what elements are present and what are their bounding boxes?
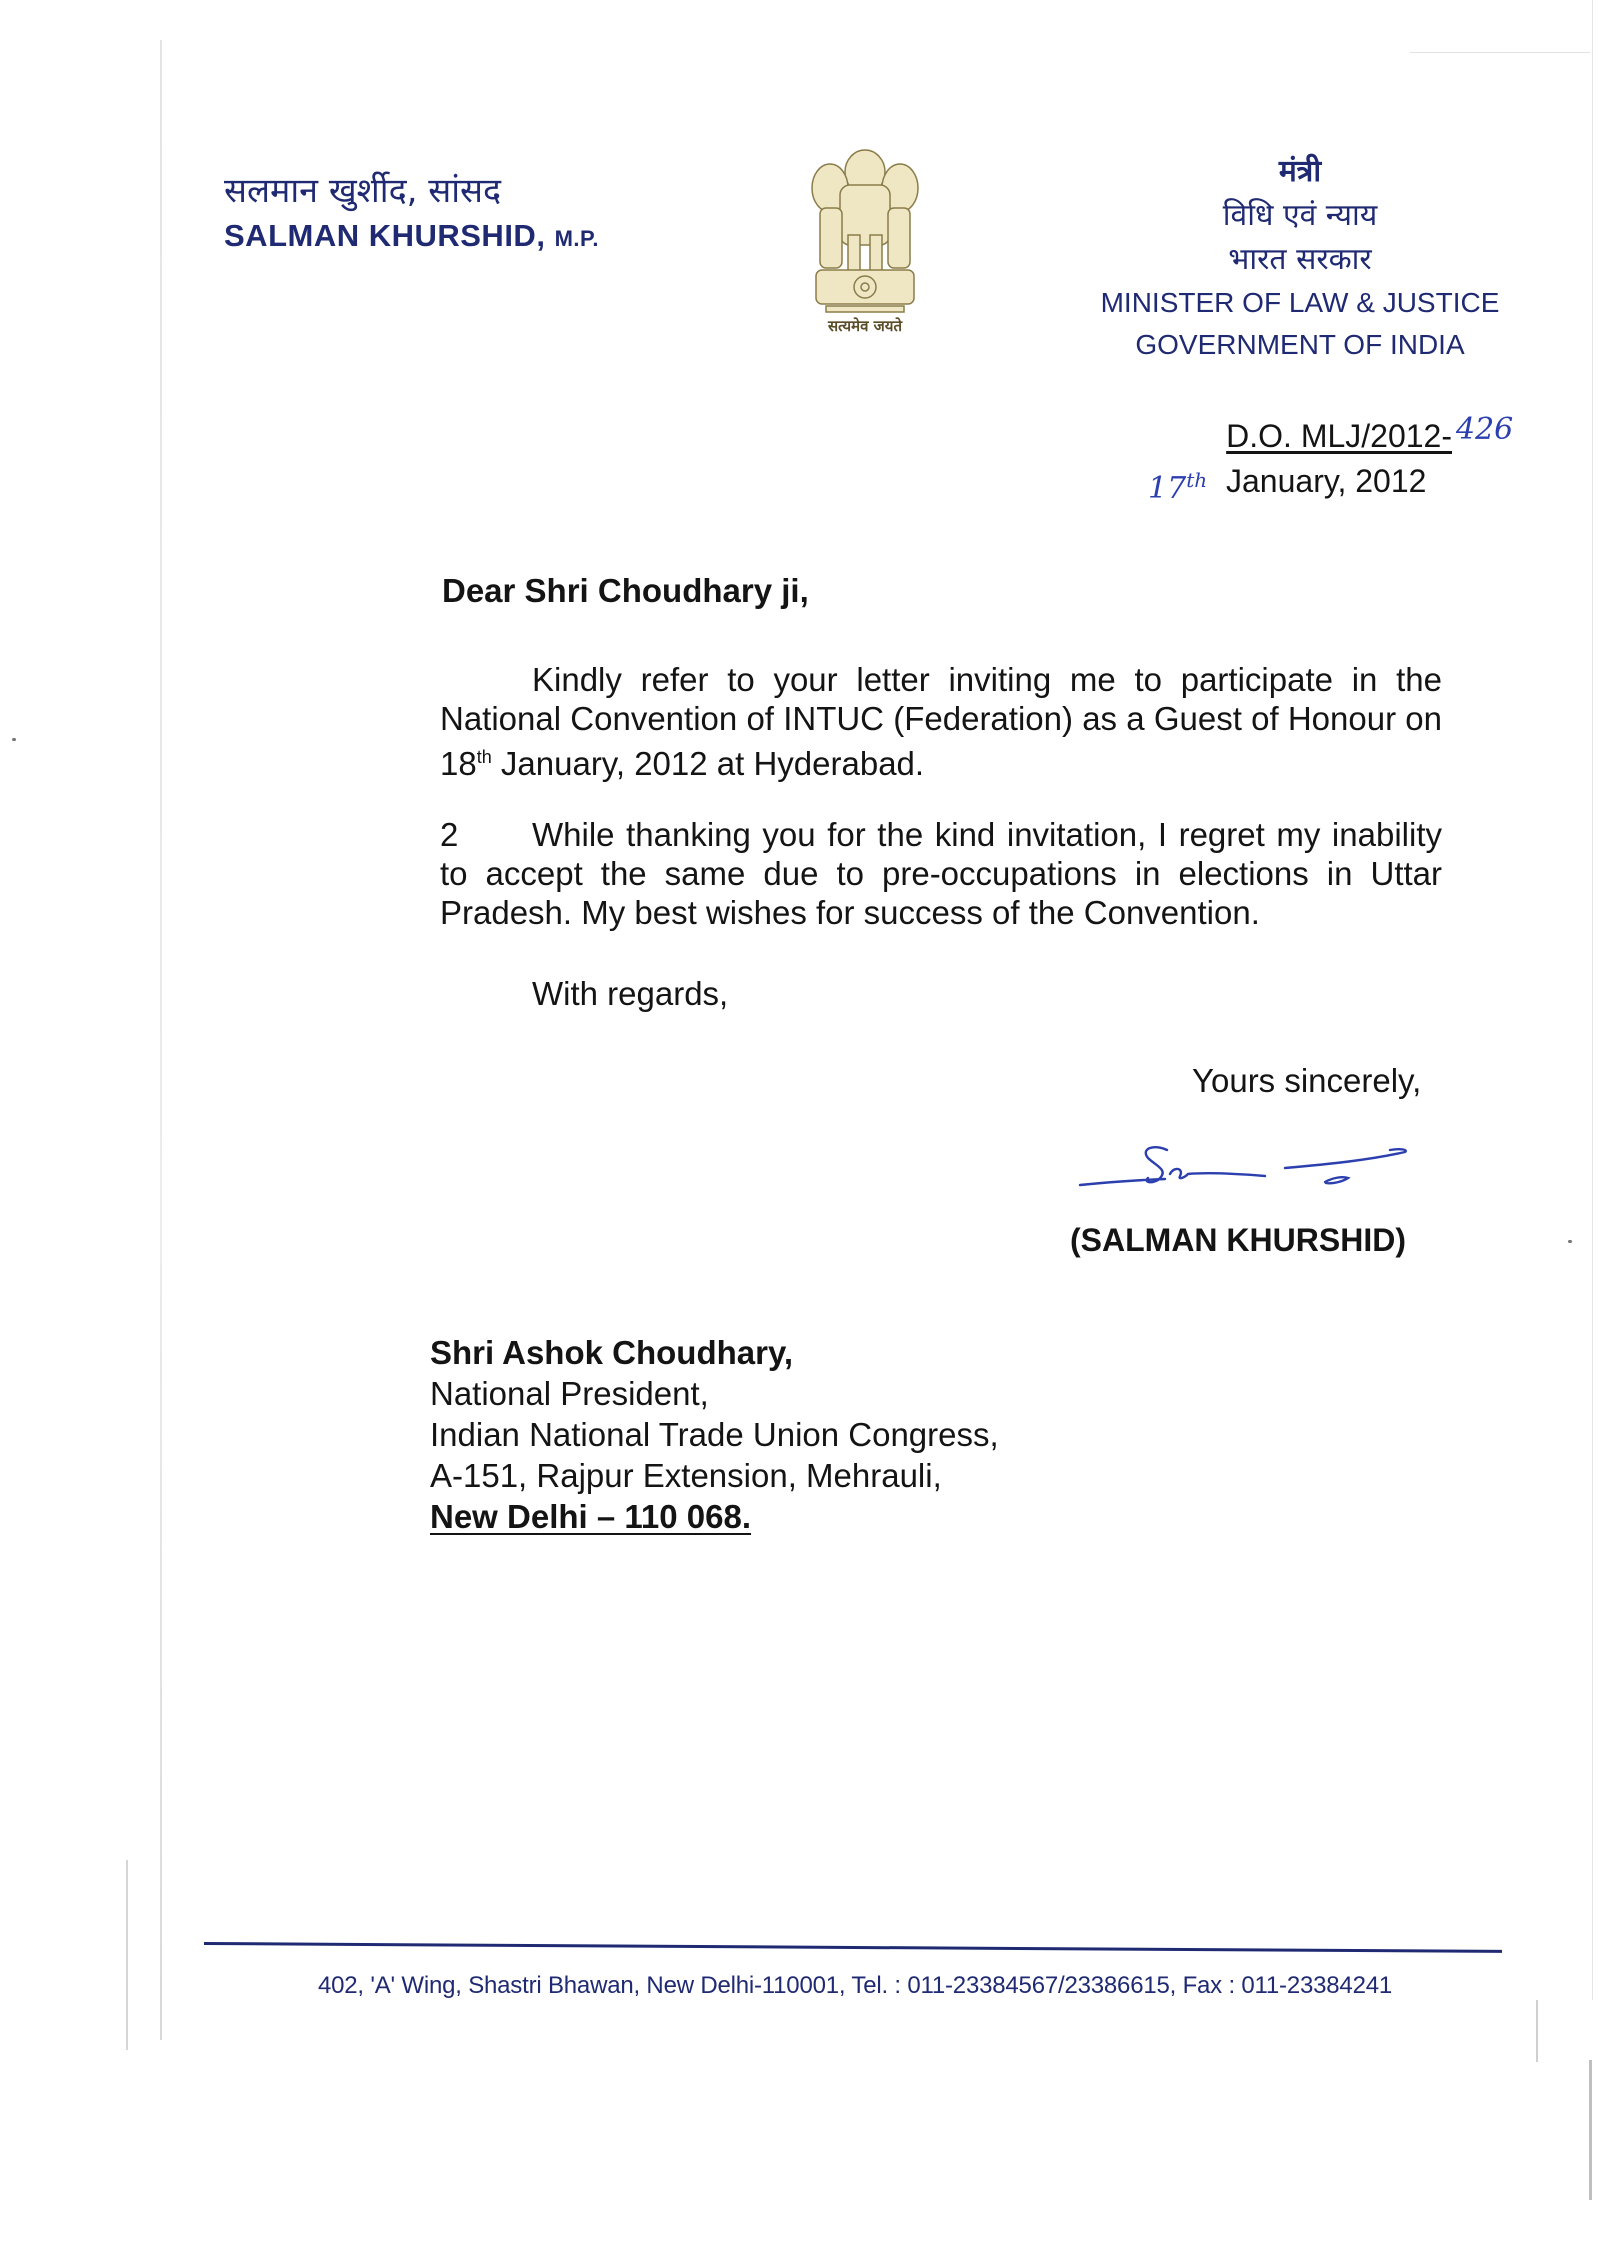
scan-edge-right-bottom [1589,2060,1592,2200]
scan-speck [1568,1240,1572,1243]
paragraph-number: 2 [440,816,459,853]
paragraph-1-superscript: th [476,747,492,767]
scan-speck [12,738,16,741]
scan-edge-left [160,40,162,2040]
scan-edge-left-lower [126,1860,128,2050]
sender-name-hindi: सलमान खुर्शीद, सांसद [224,171,502,211]
scan-edge-top-right [1410,52,1590,53]
date-day: 17 [1148,471,1187,506]
complimentary-close: Yours sincerely, [1192,1062,1422,1099]
do-number-handwritten: 426 [1456,412,1514,447]
recipient-address-line: A-151, Rajpur Extension, Mehrauli, [430,1457,942,1494]
recipient-organization: Indian National Trade Union Congress, [430,1416,999,1453]
paragraph-1 [440,660,1442,783]
scan-edge-right [1592,0,1593,2000]
designation-english-ministry: MINISTER OF LAW & JUSTICE [1100,287,1500,318]
recipient-name: Shri Ashok Choudhary, [430,1334,794,1371]
sender-name-english [224,218,599,254]
recipient-city-pin: New Delhi – 110 068. [430,1498,752,1535]
do-reference [1100,418,1452,455]
paragraph-2-text: While thanking you for the kind invitation, I regret my inability to accept the same due to pre-occupations in elections in Uttar Pradesh. My best wishes for success of the Convention. [440,816,1442,931]
signature-icon [1070,1130,1420,1200]
designation-english-government: GOVERNMENT OF INDIA [1135,329,1465,360]
national-emblem-graphic [800,130,930,340]
signature-graphic [1070,1130,1420,1200]
recipient-address [430,1332,999,1537]
national-emblem-icon [800,130,930,340]
recipient-title: National President, [430,1375,709,1412]
designation-block [1080,150,1520,366]
date-day-handwritten [1148,468,1207,506]
emblem-motto: सत्यमेव जयते [827,317,903,335]
footer-divider [204,1942,1502,1953]
designation-hindi-title: मंत्री [1278,154,1322,189]
designation-hindi-government: भारत सरकार [1228,242,1372,277]
office-address: 402, 'A' Wing, Shastri Bhawan, New Delhi-110001, Tel. : 011-23384567/23386615, Fax : 011-23384241 [317,1972,1393,1999]
do-number-printed: D.O. MLJ/2012- [1226,418,1452,454]
signatory-name: (SALMAN KHURSHID) [1070,1222,1406,1258]
closing-regards: With regards, [532,975,729,1012]
paragraph-1-text: Kindly refer to your letter inviting me to participate in the National Convention of INTUC (Federation) as a Guest of Honour on 18 [440,661,1442,782]
designation-hindi-ministry: विधि एवं न्याय [1222,198,1378,233]
sender-suffix: M.P. [554,226,599,251]
paragraph-1-text-end: January, 2012 at Hyderabad. [491,745,925,782]
letter-date: January, 2012 [1226,463,1427,499]
scan-corner-mark [1536,2000,1538,2062]
salutation: Dear Shri Choudhary ji, [442,572,809,609]
paragraph-2 [440,815,1442,932]
date-day-suffix: th [1186,468,1208,492]
sender-name: SALMAN KHURSHID, [224,218,546,253]
